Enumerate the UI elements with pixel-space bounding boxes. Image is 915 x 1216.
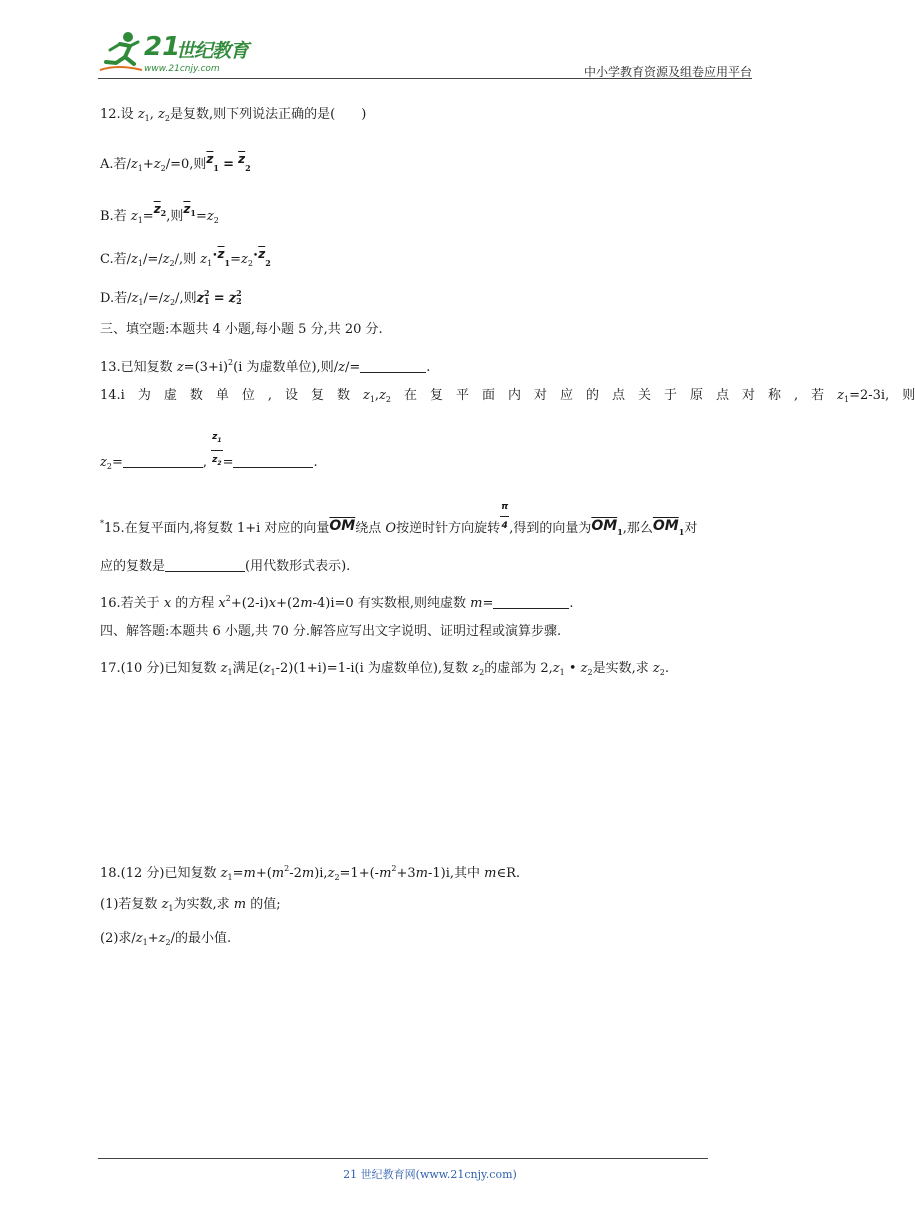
logo-url: www.21cnjy.com <box>144 64 220 74</box>
q18-part1: (1)若复数 $z_1$为实数,求 m 的值; <box>100 897 281 913</box>
q12-option-c: C.若$/z_1/=/z_2/$,则 $z_1^•\overline{z}_1=z_2^•\overline{z}_2$ <box>100 247 271 268</box>
q17: 17.(10 分)已知复数 $z_1$满足$(z_1-2)(1+i)=1-i(i$ 为虚数单位),复数 $z_2$的虚部为 $2,z_1$ • $z_2$是实数,求 $z_2$. <box>100 661 669 677</box>
q12-option-b: B.若 $z_1=\overline{z}^2$,则$\overline{z}^1=z_2$ <box>100 202 219 225</box>
logo-number: 21 <box>144 32 181 62</box>
site-logo <box>98 30 268 76</box>
footer-divider <box>98 1158 708 1159</box>
q14-line2: $z_2=$ , $\frac{z_1}{z_2}$ = . <box>100 428 318 476</box>
logo-text: 世纪教育 <box>176 40 249 62</box>
runner-icon <box>98 30 144 76</box>
section-3-heading: 三、填空题:本题共 4 小题,每小题 5 分,共 20 分. <box>100 322 383 337</box>
footer-text[interactable]: 21 世纪教育网(www.21cnjy.com) <box>343 1168 517 1181</box>
q12-stem: 12.设 $z_1$, $z_2$是复数,则下列说法正确的是( ) <box>100 107 367 123</box>
header-divider <box>98 78 752 79</box>
header-platform-name: 中小学教育资源及组卷应用平台 <box>583 65 752 79</box>
q13: 13.已知复数 $z=(3+i)^2(i$ 为虚数单位),则/z/= . <box>100 358 431 375</box>
q16: 16.若关于 x 的方程 $x^2+(2-i)x+(2m-4)i=0$ 有实数根,则纯虚数 m= . <box>100 594 574 611</box>
q14-line1: 14.i 为 虚 数 单 位 , 设 复 数 $z_1,z_2$ 在 复 平 面 内 对 应 的 点 关 于 原 点 对 称 , 若 $z_1=2-3i$, 则 <box>100 388 915 404</box>
q12-option-d: D.若$/z_1/=/z_2/$,则z2 1 = z2 2 <box>100 288 242 307</box>
page-header <box>98 30 752 80</box>
q15-line1: *15.在复平面内,将复数 1+i 对应的向量$\overline{OM}$绕点 O按逆时针方向旋转 $\frac{\pi}{4}$ ,得到的向量为$\overline{OM}_1$,那么$\overline{OM}_1$对 <box>100 498 697 541</box>
q15-line2: 应的复数是 (用代数形式表示). <box>100 559 351 574</box>
section-4-heading: 四、解答题:本题共 6 小题,共 70 分.解答应写出文字说明、证明过程或演算步骤. <box>100 624 562 639</box>
q18-stem: 18.(12 分)已知复数 $z_1=m+(m^2-2m)i,z_2=1+(-m^2+3m-1)i$,其中 m∈R. <box>100 864 521 882</box>
q12-option-a: A.若$/z_1+z_2/=0$,则$\overline{z}_1 = \overline{z}_2$ <box>100 152 251 173</box>
q18-part2: (2)求$/z_1+z_2/$的最小值. <box>100 931 232 947</box>
